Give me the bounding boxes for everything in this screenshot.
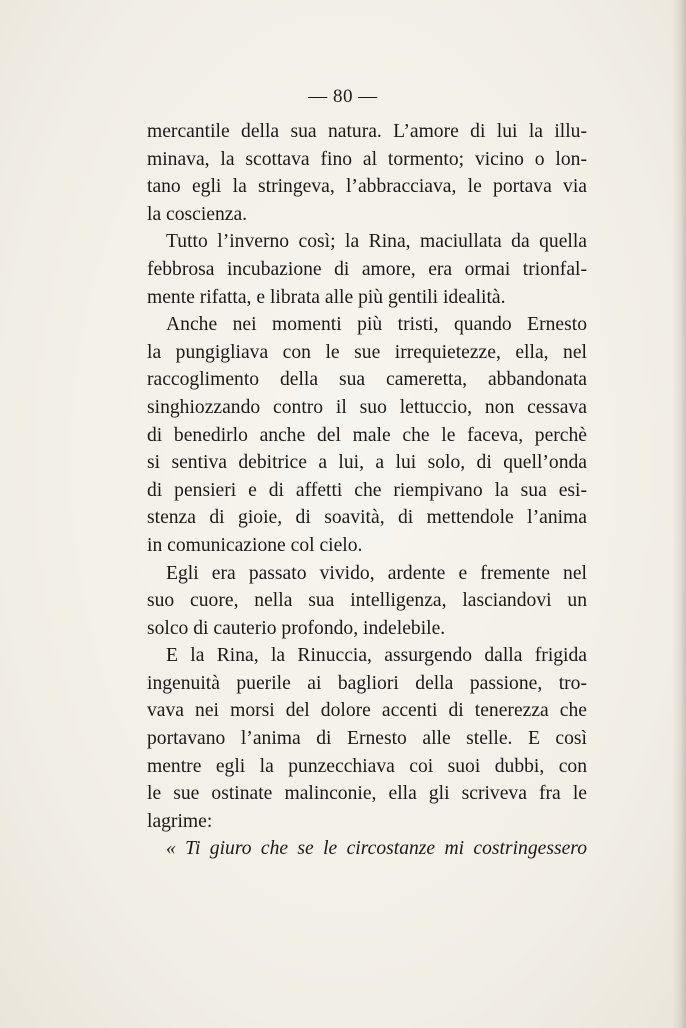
- text-line: raccoglimento della sua cameretta, abbandonata: [147, 369, 587, 391]
- page-edge-shadow: [672, 0, 686, 1028]
- text-line: lagrime:: [147, 810, 213, 832]
- text-line: suo cuore, nella sua intelligenza, lasciandovi un: [147, 590, 587, 612]
- text-line: tano egli la stringeva, l’abbracciava, le portava via: [147, 176, 587, 198]
- text-line: in comunicazione col cielo.: [147, 534, 363, 556]
- text-line: ingenuità puerile ai bagliori della passione, tro-: [147, 672, 587, 694]
- text-line: mercantile della sua natura. L’amore di lui la illu-: [147, 121, 587, 142]
- text-line: stenza di gioie, di soavità, di mettendole l’anima: [147, 507, 587, 529]
- text-line: solco di cauterio profondo, indelebile.: [147, 617, 446, 639]
- text-line: febbrosa incubazione di amore, era ormai trionfal-: [147, 258, 587, 280]
- text-line: portavano l’anima di Ernesto alle stelle. E così: [147, 728, 587, 750]
- text-line: Egli era passato vivido, ardente e fremente nel: [166, 562, 587, 584]
- text-line: minava, la scottava fino al tormento; vicino o lon-: [147, 148, 587, 170]
- quoted-line: « Ti giuro che se le circostanze mi costringessero: [166, 838, 587, 860]
- text-line: la coscienza.: [147, 203, 248, 225]
- text-line: singhiozzando contro il suo lettuccio, non cessava: [147, 396, 587, 418]
- text-line: le sue ostinate malinconie, ella gli scriveva fra le: [147, 783, 587, 805]
- text-line: E la Rina, la Rinuccia, assurgendo dalla frigida: [166, 645, 587, 667]
- text-line: vava nei morsi del dolore accenti di tenerezza che: [147, 700, 587, 722]
- text-line: di pensieri e di affetti che riempivano la sua esi-: [147, 479, 587, 501]
- body-text: [147, 118, 587, 863]
- text-line: Anche nei momenti più tristi, quando Ernesto: [166, 314, 587, 336]
- text-line: si sentiva debitrice a lui, a lui solo, di quell’onda: [147, 452, 587, 474]
- text-line: di benedirlo anche del male che le faceva, perchè: [147, 424, 587, 446]
- text-line: la pungigliava con le sue irrequietezze, ella, nel: [147, 341, 587, 363]
- text-line: mente rifatta, e librata alle più gentili idealità.: [147, 286, 506, 308]
- text-line: Tutto l’inverno così; la Rina, maciullata da quella: [166, 231, 587, 253]
- text-line: mentre egli la punzecchiava coi suoi dubbi, con: [147, 755, 587, 777]
- page-number: — 80 —: [308, 86, 378, 107]
